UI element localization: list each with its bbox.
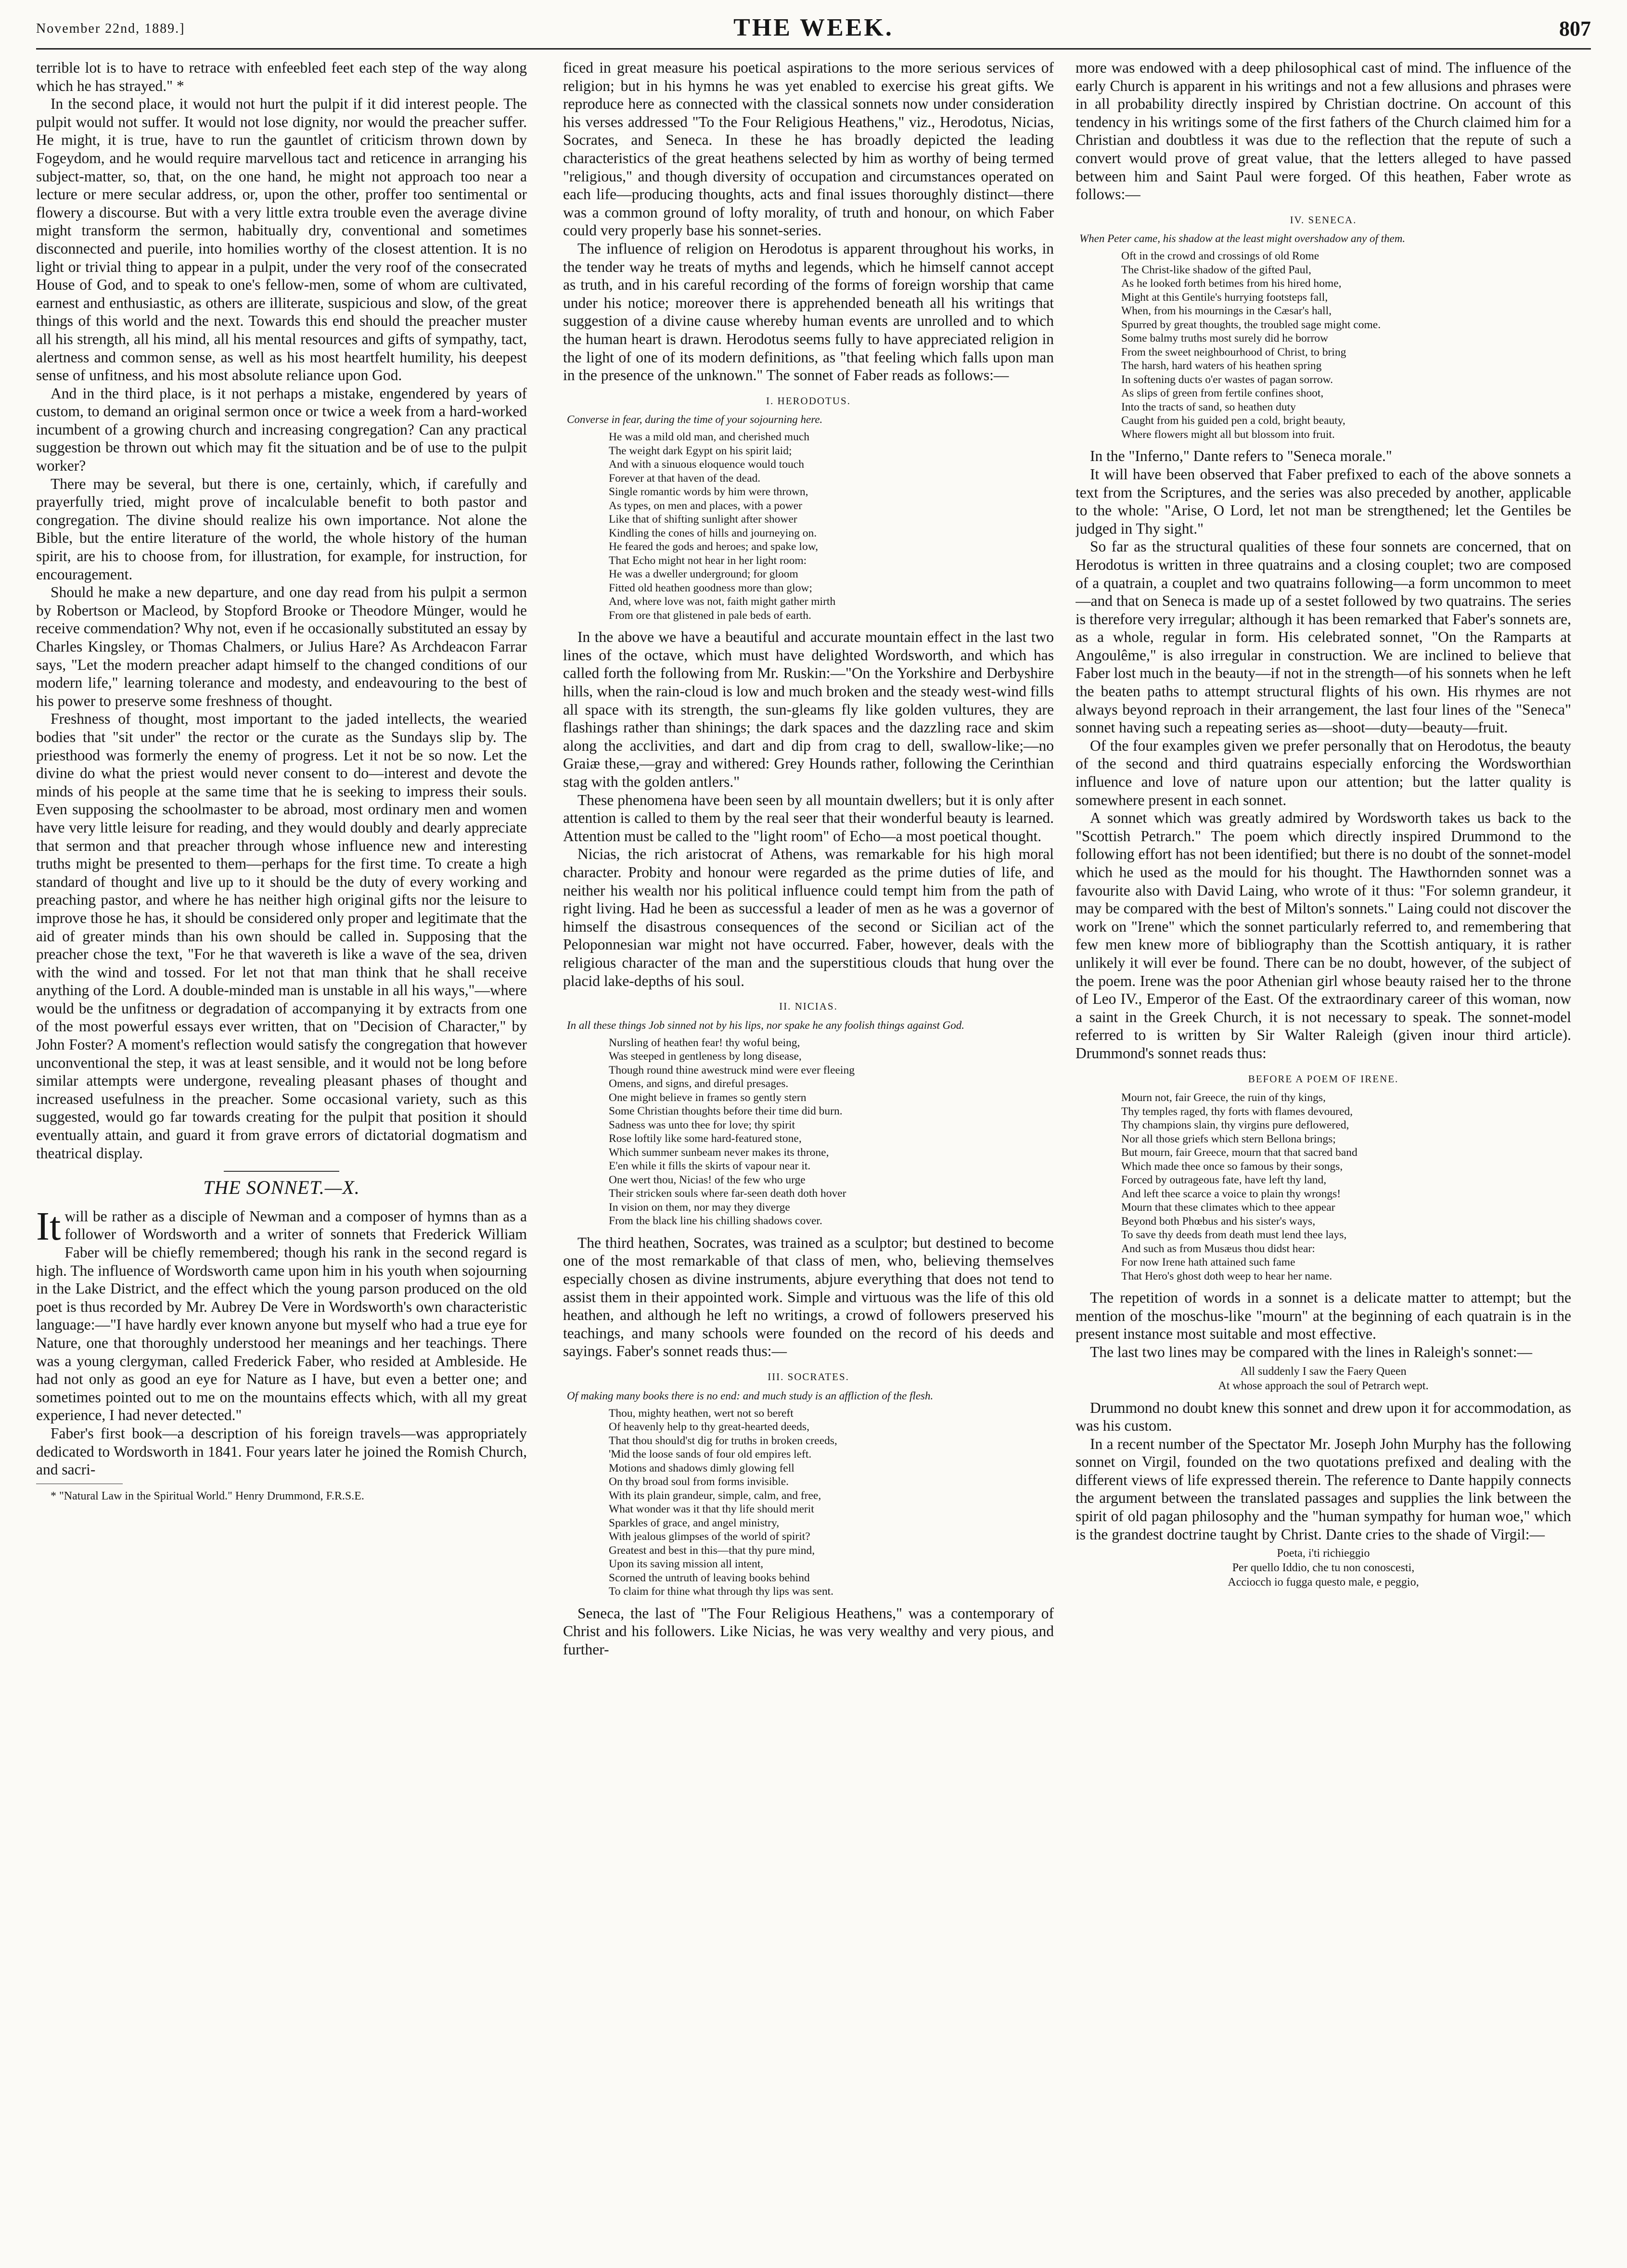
sonnet-nicias (609, 1036, 1054, 1228)
sonnet-line: Though round thine awestruck mind were ever fleeing (609, 1064, 855, 1076)
sonnet-line: Kindling the cones of hills and journeying on. (609, 526, 817, 539)
paragraph: In the above we have a beautiful and accurate mountain effect in the last two lines of the octave, which must have delighted Wordsworth, and which has called forth the following from Mr. Ruskin:—"On the Yorkshire and Derbyshire hills, when the rain-cloud is low and much broken and the steady west-wind fills all space with its strength, the sun-gleams fly like golden vultures, they are flashings rather than shinings; the dark spaces and the dazzling race and skim along the acclivities, and dart and dip from crag to dell, swallow-like;—no Graiæ these,—gray and withered: Grey Hounds rather, following the Cerinthian stag with the golden antlers." (563, 628, 1054, 791)
sonnet-line: On thy broad soul from forms invisible. (609, 1475, 789, 1488)
sonnet-line: Omens, and signs, and direful presages. (609, 1077, 789, 1090)
sonnet-line: From the black line his chilling shadows cover. (609, 1215, 822, 1228)
sonnet-line: Like that of shifting sunlight after shower (609, 513, 797, 526)
paragraph: There may be several, but there is one, certainly, which, if carefully and prayerfully tried, might prove of incalculable benefit to both pastor and congregation. The divine should realize his own importance. Not alone the Bible, but the entire literature of the world, the whole history of the human spirit, are his to choose from, for illustration, for example, for instruction, for encouragement. (36, 475, 527, 583)
paragraph: terrible lot is to have to retrace with enfeebled feet each step of the way along which he has strayed." * (36, 59, 527, 94)
paragraph: These phenomena have been seen by all mountain dwellers; but it is only after attention is called to them by the real seer that their wonderful beauty is learned. Attention must be called to the "light room" of Echo—a most poetical thought. (563, 791, 1054, 845)
paragraph: In a recent number of the Spectator Mr. Joseph John Murphy has the following sonnet on Virgil, founded on the two quotations prefixed and dealing with the different views of life expressed therein. The reference to Dante happily connects the argument between the translated passages and supplies the link between the spirit of old pagan philosophy and the "human sympathy for human woe," which is the grandest doctrine taught by Christ. Dante cries to the shade of Virgil:— (1076, 1435, 1571, 1543)
quote-line: Acciocch io fugga questo male, e peggio, (1228, 1576, 1419, 1589)
sonnet-line: Mourn not, fair Greece, the ruin of thy kings, (1121, 1091, 1326, 1104)
sonnet-epigraph: Of making many books there is no end: and much study is an affliction of the flesh. (567, 1389, 934, 1402)
paragraph: In the second place, it would not hurt the pulpit if it did interest people. The pulpit would not suffer. It would not lose dignity, nor would the preacher suffer. He might, it is true, have to run the gauntlet of criticism thrown down by Fogeydom, and he would require marvellous tact and reticence in arranging his subject-matter, so, that, on the one hand, he might not approach too near a lecture or mere secular address, or, upon the other, proffer too sentimental or flowery a discourse. But with a very little extra trouble even the average divine might transform the sermon, habitually dry, conventional and sometimes disconnected and puerile, into homilies worthy of the closest attention. It is no light or trivial thing to appear in a pulpit, under the very roof of the consecrated House of God, and to speak to one's fellow-men, some of whom are cultivated, earnest and enthusiastic, as others are illiterate, suspicious and slow, of the great things of this world and the next. Towards this end should the preacher muster all his strength, all his mind, all his mental resources and gifts of sympathy, tact, alertness and common sense, as well as his most heartfelt humility, his deepest sense of unfitness, and his most absolute reliance upon God. (36, 95, 527, 384)
sonnet-irene (1121, 1091, 1571, 1283)
paragraph: ficed in great measure his poetical aspirations to the more serious services of religion; but in his hymns he was yet enabled to exercise his great gifts. We reproduce here as connected with the classical sonnets now under consideration his verses addressed "To the Four Religious Heathens," viz., Herodotus, Nicias, Socrates, and Seneca. In these he has broadly depicted the leading characteristics of the great heathens selected by him as worthy of being termed "religious," and though diversity of occupation and circumstances operated on each life—producing thoughts, acts and final issues thoroughly distinct—there was a common ground of lofty morality, of truth and honour, on which Faber could very properly base his sonnet-series. (563, 59, 1054, 239)
sonnet-line: Forever at that haven of the dead. (609, 472, 761, 485)
quote-line: Per quello Iddio, che tu non conoscesti, (1232, 1562, 1415, 1575)
sonnet-line: Single romantic words by him were thrown, (609, 486, 808, 499)
sonnet-line: That thou should'st dig for truths in broken creeds, (609, 1434, 837, 1447)
sonnet-heading: IV. SENECA. (1290, 214, 1357, 226)
sonnet-line: That Hero's ghost doth weep to hear her name. (1121, 1269, 1332, 1282)
sonnet-line: And such as from Musæus thou didst hear: (1121, 1242, 1315, 1255)
paragraph: And in the third place, is it not perhaps a mistake, engendered by years of custom, to demand an original sermon once or twice a week from a hard-worked incumbent of a growing church and increasing congregation? Can any practical suggestion be thrown out which may fit the situation and be of use to the pulpit worker? (36, 384, 527, 474)
sonnet-epigraph: In all these things Job sinned not by his lips, nor spake he any foolish things against God. (567, 1019, 965, 1031)
paragraph: Seneca, the last of "The Four Religious Heathens," was a contemporary of Christ and his followers. Like Nicias, he was very wealthy and very pious, and further- (563, 1604, 1054, 1658)
section-divider (224, 1171, 339, 1172)
paragraph: A sonnet which was greatly admired by Wordsworth takes us back to the "Scottish Petrarch." The poem which directly inspired Drummond to the following effort has not been identified; but there is no doubt of the sonnet-model which he used as the mould for his thought. The Hawthornden sonnet was a favourite also with David Laing, who wrote of it thus: "For solemn grandeur, it may be compared with the best of Milton's sonnets." Laing could not discover the work on "Irene" which the sonnet particularly referred to, and remembering that few men knew more of bibliography than the Scottish antiquary, it is rather unlikely it will ever be found. There can be no doubt, however, of the subject of the poem. Irene was the poor Athenian girl whose beauty raised her to the throne of Leo IV., Emperor of the East. Of the extraordinary career of this woman, now a saint in the Greek Church, it is not necessary to speak. The sonnet-model referred to is written by Sir Walter Raleigh (given inour third article). Drummond's sonnet reads thus: (1076, 809, 1571, 1062)
paragraph: Faber's first book—a description of his foreign travels—was appropriately dedicated to Wordsworth in 1841. Four years later he joined the Romish Church, and sacri- (36, 1424, 527, 1478)
quote-line: Poeta, i'ti richieggio (1277, 1547, 1370, 1560)
sonnet-line: In softening ducts o'er wastes of pagan sorrow. (1121, 373, 1333, 386)
footnote: * "Natural Law in the Spiritual World." Henry Drummond, F.R.S.E. (51, 1489, 364, 1502)
sonnet-line: And, where love was not, faith might gather mirth (609, 595, 836, 608)
sonnet-line: Greatest and best in this—that thy pure mind, (609, 1544, 815, 1557)
quote-line: All suddenly I saw the Faery Queen (1240, 1365, 1407, 1378)
sonnet-line: Of heavenly help to thy great-hearted deeds, (609, 1421, 809, 1433)
sonnet-line: As types, on men and places, with a power (609, 499, 803, 512)
sonnet-line: From ore that glistened in pale beds of earth. (609, 609, 811, 622)
drop-cap: It (36, 1204, 61, 1249)
sonnet-line: Scorned the untruth of leaving books behind (609, 1571, 810, 1584)
sonnet-line: As he looked forth betimes from his hired home, (1121, 277, 1342, 290)
quote-line: At whose approach the soul of Petrarch wept. (1218, 1379, 1429, 1392)
sonnet-line: For now Irene hath attained such fame (1121, 1256, 1295, 1269)
sonnet-line: Upon its saving mission all intent, (609, 1558, 764, 1570)
sonnet-line: As slips of green from fertile confines shoot, (1121, 387, 1324, 400)
paragraph: Of the four examples given we prefer personally that on Herodotus, the beauty of the second and third quatrains especially enforcing the Wordsworthian influence and love of nature upon our attention; but the latter quality is somewhere present in each sonnet. (1076, 737, 1571, 808)
paragraph: The repetition of words in a sonnet is a delicate matter to attempt; but the mention of the moschus-like "mourn" at the beginning of each quatrain is in the present instance most suitable and most effective. (1076, 1289, 1571, 1343)
sonnet-herodotus (609, 430, 1054, 622)
sonnet-line: Some Christian thoughts before their time did burn. (609, 1105, 843, 1118)
sonnet-line: Sadness was unto thee for love; thy spirit (609, 1118, 795, 1131)
sonnet-line: And left thee scarce a voice to plain thy wrongs! (1121, 1187, 1341, 1200)
sonnet-line: Thou, mighty heathen, wert not so bereft (609, 1407, 794, 1420)
sonnet-line: Rose loftily like some hard-featured stone, (609, 1132, 802, 1145)
sonnet-line: What wonder was it that thy life should merit (609, 1503, 814, 1515)
sonnet-line: 'Mid the loose sands of four old empires left. (609, 1448, 812, 1461)
paragraph: The last two lines may be compared with the lines in Raleigh's sonnet:— (1090, 1343, 1532, 1360)
sonnet-line: Into the tracts of sand, so heathen duty (1121, 400, 1296, 413)
sonnet-line: In vision on them, nor may they diverge (609, 1201, 790, 1214)
sonnet-line: Caught from his guided pen a cold, bright beauty, (1121, 414, 1345, 427)
sonnet-line: To save thy deeds from death must lend thee lays, (1121, 1229, 1347, 1242)
page-number: 807 (1559, 17, 1591, 40)
sonnet-line: He feared the gods and heroes; and spake low, (609, 540, 819, 553)
sonnet-line: Sparkles of grace, and angel ministry, (609, 1516, 780, 1529)
sonnet-line: And with a sinuous eloquence would touch (609, 458, 804, 471)
sonnet-line: Where flowers might all but blossom into fruit. (1121, 428, 1335, 441)
paragraph: Nicias, the rich aristocrat of Athens, was remarkable for his high moral character. Probity and honour were regarded as the prime duties of life, and neither his wealth nor his political influence could tempt him from the path of right living. Had he been as successful a leader of men as he was a governor of himself the disastrous consequences of the second or Sicilian act of the Peloponnesian war might not have occurred. Faber, however, deals with the religious character of the man and the superstitious clouds that hung over the placid lake-depths of his soul. (563, 846, 1054, 989)
sonnet-heading: BEFORE A POEM OF IRENE. (1248, 1073, 1399, 1085)
paragraph: Should he make a new departure, and one day read from his pulpit a sermon by Robertson or Macleod, by Stopford Brooke or Theodore Münger, would he receive commendation? Why not, even if he occasionally substituted an essay by Charles Kingsley, or Thomas Chalmers, or Julius Hare? As Archdeacon Farrar says, "Let the modern preacher adapt himself to the changed conditions of our modern life," learning tolerance and modesty, and endeavouring to the best of his power to preserve some freshness of thought. (36, 584, 527, 709)
sonnet-epigraph: Converse in fear, during the time of your sojourning here. (567, 413, 823, 426)
sonnet-line: Spurred by great thoughts, the troubled sage might come. (1121, 318, 1381, 331)
column-3 (1076, 59, 1571, 2253)
sonnet-line: One might believe in frames so gently stern (609, 1091, 807, 1104)
sonnet-line: Might at this Gentile's hurrying footsteps fall, (1121, 291, 1328, 304)
publication-title: THE WEEK. (733, 14, 894, 41)
sonnet-line: E'en while it fills the skirts of vapour near it. (609, 1160, 811, 1173)
sonnet-line: Thy champions slain, thy virgins pure deflowered, (1121, 1119, 1349, 1132)
paragraph: Freshness of thought, most important to the jaded intellects, the wearied bodies that "sit under" the rector or the curate as the Sundays slip by. The priesthood was formerly the enemy of progress. Let it not be so now. Let the divine do what the priest would never consent to do—interest and devote the minds of his people at the same time that he is seeking to impress their souls. Even supposing the schoolmaster to be abroad, most ordinary men and women have very little leisure for reading, and they would doubly and dearly appreciate that sermon and that preacher through whose influence new and interesting truths might be presented to them—perhaps for the first time. To create a high standard of thought and live up to it should be the duty of every working and preaching pastor, and where he has neither high original gifts nor the leisure to improve those he has, it should be considered only proper and legitimate that the aid of greater minds than his own should be called in. Supposing that the preacher chose the text, "For he that wavereth is like a wave of the sea, driven with the wind and tossed. For let not that man think that he shall receive anything of the Lord. A double-minded man is unstable in all his ways,"—where would be the unfitness or degradation of accompanying it by extracts from one of the most powerful essays ever written, that on "Decision of Character," by John Foster? A moment's reflection would satisfy the congregation that however unconventional the step, it was at least sensible, and it would not be long before similar attempts were undergone, revealing pleasant phases of thought and increased usefulness in the preacher. Some occasional variety, such as this suggested, would go far towards creating for the pulpit that position it should eventually attain, and guard it from grave errors of dictatorial dogmatism and theatrical display. (36, 710, 527, 1162)
sonnet-heading: II. NICIAS. (779, 1000, 838, 1012)
sonnet-heading: III. SOCRATES. (768, 1371, 849, 1383)
sonnet-seneca (1121, 249, 1571, 441)
sonnet-epigraph: When Peter came, his shadow at the least might overshadow any of them. (1079, 232, 1406, 245)
paragraph: The influence of religion on Herodotus is apparent throughout his works, in the tender way he treats of myths and legends, which he himself cannot accept as truth, and in his careful recording of the forms of foreign worship that came under his notice; moreover there is apprehended beneath all his writings that suggestion of a divine cause whereby human events are unrolled and to which the human heart is drawn. Herodotus seems fully to have appreciated religion in the light of one of its modern definitions, as "that feeling which falls upon man in the presence of the unknown." The sonnet of Faber reads as follows:— (563, 240, 1054, 384)
column-1 (36, 59, 527, 2253)
article-title: THE SONNET.—X. (203, 1177, 360, 1199)
masthead (36, 13, 1591, 43)
paragraph: In the "Inferno," Dante refers to "Seneca morale." (1090, 448, 1392, 465)
sonnet-line: Some balmy truths most surely did he borrow (1121, 332, 1329, 345)
sonnet-line: With its plain grandeur, simple, calm, and free, (609, 1489, 821, 1502)
sonnet-line: To claim for thine what through thy lips was sent. (609, 1585, 833, 1598)
sonnet-line: Which made thee once so famous by their songs, (1121, 1160, 1343, 1173)
sonnet-line: Forced by outrageous fate, have left thy land, (1121, 1174, 1327, 1187)
sonnet-line: He was a mild old man, and cherished much (609, 431, 810, 444)
issue-date: November 22nd, 1889.] (36, 21, 185, 36)
paragraph: It will have been observed that Faber prefixed to each of the above sonnets a text from the Scriptures, and the series was also preceded by another, applicable to the whole: "Arise, O Lord, let not man be strengthened; let the Gentiles be judged in Thy sight." (1076, 465, 1571, 537)
sonnet-line: The weight dark Egypt on his spirit laid; (609, 444, 792, 457)
sonnet-line: When, from his mournings in the Cæsar's hall, (1121, 305, 1332, 318)
sonnet-line: Nursling of heathen fear! thy woful being, (609, 1036, 800, 1049)
sonnet-line: One wert thou, Nicias! of the few who urge (609, 1173, 806, 1186)
raleigh-quotation (1076, 1364, 1571, 1393)
header-rule (36, 48, 1591, 50)
sonnet-line: But mourn, fair Greece, mourn that that sacred band (1121, 1146, 1358, 1159)
sonnet-heading: I. HERODOTUS. (766, 395, 851, 407)
column-2 (563, 59, 1054, 2253)
sonnet-socrates (609, 1407, 1054, 1599)
paragraph: The third heathen, Socrates, was trained as a sculptor; but destined to become one of the most remarkable of that class of men, who, believing themselves especially chosen as divine instruments, abjure everything that does not tend to assist them in their appointed work. Simple and virtuous was the life of this old heathen, and although he left no writings, a crowd of followers preserved his teachings, and many schools were founded on the record of his deeds and sayings. Faber's sonnet reads thus:— (563, 1234, 1054, 1360)
sonnet-line: Beyond both Phœbus and his sister's ways, (1121, 1215, 1316, 1228)
sonnet-line: That Echo might not hear in her light room: (609, 554, 807, 567)
sonnet-line: From the sweet neighbourhood of Christ, to bring (1121, 346, 1346, 359)
paragraph: Drummond no doubt knew this sonnet and drew upon it for accommodation, as was his custom. (1076, 1399, 1571, 1435)
sonnet-line: Oft in the crowd and crossings of old Rome (1121, 250, 1320, 263)
sonnet-line: Fitted old heathen goodness more than glow; (609, 581, 812, 594)
sonnet-line: Thy temples raged, thy forts with flames devoured, (1121, 1105, 1353, 1118)
sonnet-line: Nor all those griefs which stern Bellona brings; (1121, 1132, 1336, 1145)
sonnet-line: Was steeped in gentleness by long disease, (609, 1050, 802, 1063)
sonnet-line: Mourn that these climates which to thee appear (1121, 1201, 1335, 1214)
sonnet-line: With jealous glimpses of the world of spirit? (609, 1530, 810, 1543)
paragraph: more was endowed with a deep philosophical cast of mind. The influence of the early Church is apparent in his writings and not a few allusions and phrases were in all probability directly inspired by Christian doctrine. On account of this tendency in his writings some of the first fathers of the Church claimed him for a Christian and doubtless it was due to the reflection that the repute of such a convert would prove of great value, that the letters alleged to have passed between him and Saint Paul were forged. Of this heathen, Faber wrote as follows:— (1076, 59, 1571, 203)
sonnet-line: Their stricken souls where far-seen death doth hover (609, 1187, 846, 1200)
sonnet-line: Which summer sunbeam never makes its throne, (609, 1146, 829, 1159)
sonnet-line: The Christ-like shadow of the gifted Paul, (1121, 263, 1311, 276)
dante-quotation (1076, 1546, 1571, 1589)
sonnet-line: The harsh, hard waters of his heathen spring (1121, 359, 1322, 372)
paragraph: So far as the structural qualities of these four sonnets are concerned, that on Herodotus is written in three quatrains and a closing couplet; two are composed of a quatrain, a couplet and two quatrains following—a form uncommon to meet—and that on Seneca is made up of a sestet followed by two quatrains. The series is therefore very irregular; although it has been remarked that Faber's sonnets are, as a whole, regular in form. His celebrated sonnet, "On the Ramparts at Angoulême," is also irregular in construction. We are inclined to believe that Faber lost much in the beauty—if not in the strength—of his sonnets when he left the beaten paths to attempt structural flights of his own. His rhymes are not always beyond reproach in their arrangement, the last four lines of the "Seneca" sonnet having such a repeating series as—shoot—duty—beauty—fruit. (1076, 538, 1571, 736)
sonnet-line: He was a dweller underground; for gloom (609, 568, 798, 581)
article-lead-paragraph: It will be rather as a disciple of Newman and a composer of hymns than as a follower of Wordsworth and a writer of sonnets that Frederick William Faber will be chiefly remembered; though his rank in the second regard is high. The influence of Wordsworth came upon him in his youth when sojourning in the Lake District, and the effect which the young parson produced on the old poet is thus recorded by Mr. Aubrey De Vere in Wordsworth's own characteristic language:—"I have hardly ever known anyone but myself who had a true eye for Nature, one that thoroughly understood her meanings and her teachings. There was a young clergyman, called Frederick Faber, who resided at Ambleside. He had not only as good an eye for Nature as I have, but even a better one; and sometimes pointed out to me on the mountains effects which, with all my great experience, I had never detected." (36, 1204, 527, 1424)
sonnet-line: Motions and shadows dimly glowing fell (609, 1461, 794, 1474)
